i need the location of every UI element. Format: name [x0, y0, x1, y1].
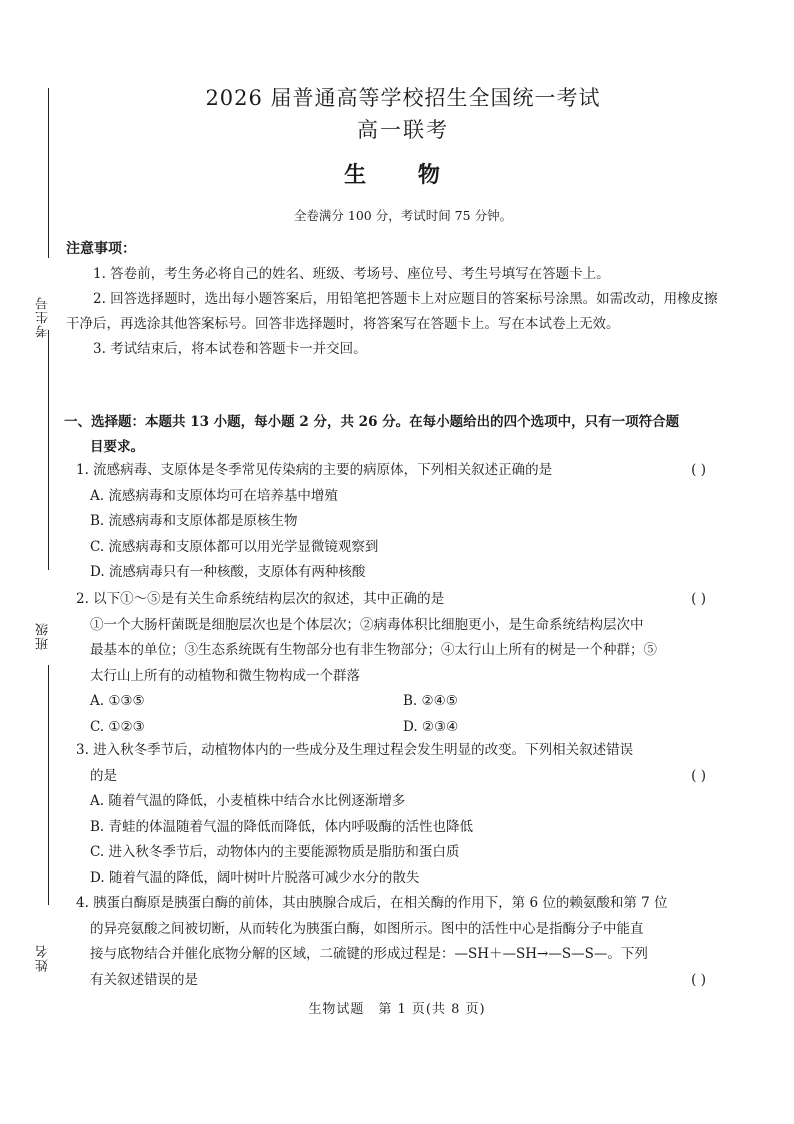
question-body: 太行山上所有的动植物和微生物构成一个群落 [90, 667, 360, 684]
answer-bracket: ( ) [691, 462, 706, 478]
question-2 [76, 587, 716, 740]
question-stem: 3. 进入秋冬季节后，动植物体内的一些成分及生理过程会发生明显的改变。下列相关叙述错误 [76, 742, 634, 758]
option-a: A. ①③⑤ [90, 693, 145, 709]
question-stem: 的异亮氨酸之间被切断，从而转化为胰蛋白酶，如图所示。图中的活性中心是指酶分子中能直 [90, 920, 644, 937]
margin-label-class: 班级 [36, 622, 51, 650]
exam-title: 2026 届普通高等学校招生全国统一考试 [205, 86, 601, 110]
subject-title: 生 物 [344, 162, 462, 188]
answer-bracket: ( ) [691, 971, 706, 988]
option-c: C. 流感病毒和支原体都可以用光学显微镜观察到 [90, 538, 379, 555]
question-stem: 2. 以下①～⑤是有关生命系统结构层次的叙述，其中正确的是 ( ) [76, 587, 716, 613]
question-stem: 接与底物结合并催化底物分解的区域，二硫键的形成过程是：—SH＋—SH→—S—S—。下列 [90, 946, 648, 962]
question-body: ①一个大肠杆菌既是细胞层次也是个体层次；②病毒体积比细胞更小，是生命系统结构层次中 [90, 616, 644, 633]
question-stem: 1. 流感病毒、支原体是冬季常见传染病的主要的病原体，下列相关叙述正确的是 ( ) [76, 458, 716, 484]
notice-heading: 注意事项： [66, 241, 136, 257]
binding-line [48, 665, 49, 905]
question-1 [76, 458, 716, 586]
exam-subtitle: 高一联考 [357, 118, 449, 142]
option-b: B. 流感病毒和支原体都是原核生物 [90, 513, 298, 529]
option-c: C. 进入秋冬季节后，动物体内的主要能源物质是脂肪和蛋白质 [90, 844, 460, 860]
question-stem: 的是 ( ) [76, 764, 716, 790]
answer-bracket: ( ) [691, 591, 706, 607]
section-heading: 一、选择题：本题共 13 小题，每小题 2 分，共 26 分。在每小题给出的四个选项中，只有一项符合题 目要求。 [64, 414, 680, 455]
binding-line [48, 330, 49, 570]
question-stem: 4. 胰蛋白酶原是胰蛋白酶的前体，其由胰腺合成后，在相关酶的作用下，第 6 位的赖氨酸和第 7 位 [76, 895, 668, 911]
question-stem: 有关叙述错误的是 ( ) [76, 968, 716, 994]
option-c: C. ①②③ [90, 718, 145, 735]
notice-item: 1. 答卷前，考生务必将自己的姓名、班级、考场号、座位号、考生号填写在答题卡上。 [93, 266, 610, 282]
option-d: D. 随着气温的降低，阔叶树叶片脱落可减少水分的散失 [90, 869, 420, 886]
notice-item: 2. 回答选择题时，选出每小题答案后，用铅笔把答题卡上对应题目的答案标号涂黑。如需改动，用橡皮擦干净后，再选涂其他答案标号。回答非选择题时，将答案写在答题卡上。写在本试卷上无效。 [66, 291, 718, 332]
binding-line [48, 88, 49, 258]
notice-item: 3. 考试结束后，将本试卷和答题卡一并交回。 [93, 341, 367, 357]
page-footer: 生物试题 第 1 页(共 8 页) [308, 1002, 486, 1017]
option-d: D. 流感病毒只有一种核酸，支原体有两种核酸 [90, 564, 366, 580]
question-4 [76, 891, 716, 993]
margin-label-name: 姓名 [36, 944, 51, 972]
option-b: B. ②④⑤ [403, 693, 458, 709]
option-b: B. 青蛙的体温随着气温的降低而降低，体内呼吸酶的活性也降低 [90, 818, 474, 835]
option-a: A. 随着气温的降低，小麦植株中结合水比例逐渐增多 [90, 793, 406, 809]
option-a: A. 流感病毒和支原体均可在培养基中增殖 [90, 487, 338, 504]
answer-bracket: ( ) [691, 767, 706, 784]
question-3 [76, 738, 716, 891]
notice-list [66, 262, 721, 362]
option-d: D. ②③④ [403, 718, 459, 735]
question-body: 最基本的单位；③生态系统既有生物部分也有非生物部分；④太行山上所有的树是一个种群；⑤ [90, 642, 657, 658]
margin-label-student-id: 考生号 [36, 296, 51, 338]
exam-info: 全卷满分 100 分，考试时间 75 分钟。 [293, 208, 513, 223]
